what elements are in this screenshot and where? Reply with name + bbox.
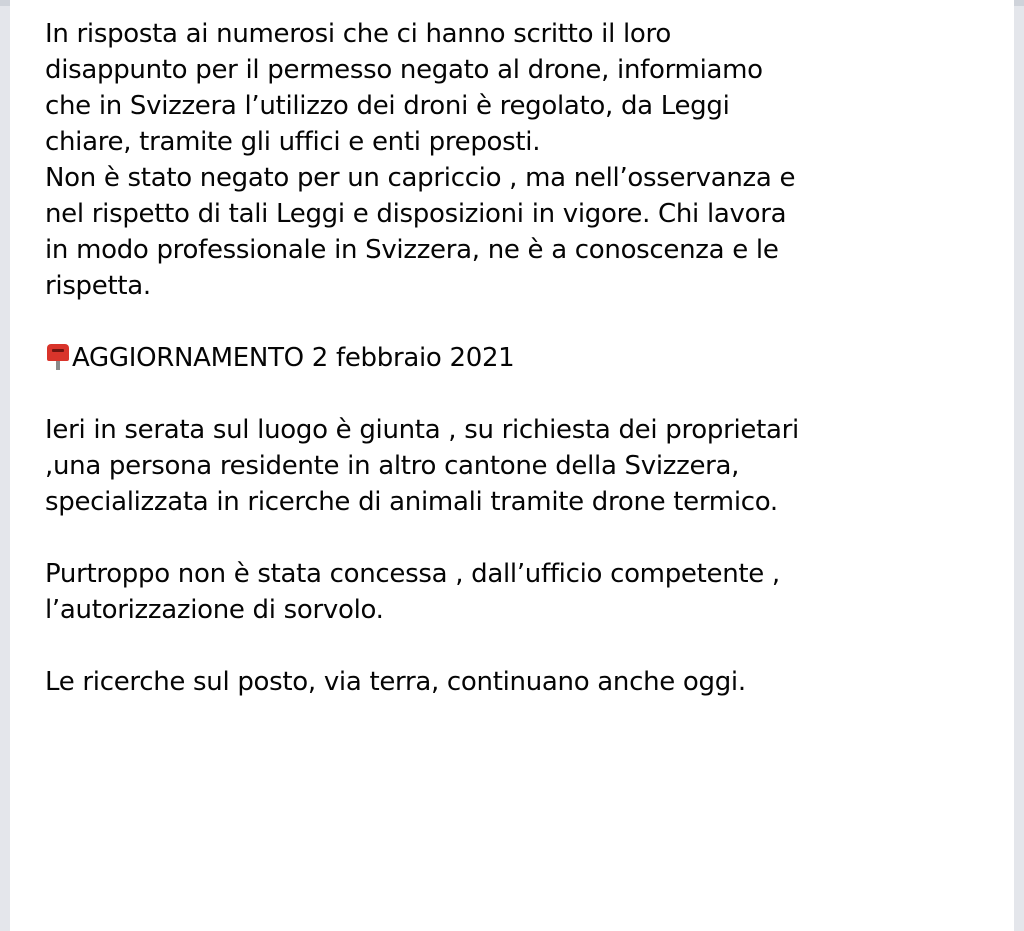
text-line: In risposta ai numerosi che ci hanno scritto il loro [45, 19, 671, 49]
text-line: ,una persona residente in altro cantone della Svizzera, [45, 451, 740, 481]
paragraph-gap [45, 304, 995, 340]
post-text[interactable] [45, 16, 995, 700]
postbox-icon [45, 343, 71, 371]
text-line: specializzata in ricerche di animali tramite drone termico. [45, 487, 778, 517]
update-heading: AGGIORNAMENTO 2 febbraio 2021 [72, 343, 515, 373]
paragraph-search-continues [45, 664, 995, 700]
post-card [10, 0, 1014, 931]
text-line: l’autorizzazione di sorvolo. [45, 595, 384, 625]
text-line: Purtroppo non è stata concessa , dall’ufficio competente , [45, 559, 780, 589]
text-line: Le ricerche sul posto, via terra, continuano anche oggi. [45, 667, 746, 697]
paragraph-gap [45, 628, 995, 664]
text-line: disappunto per il permesso negato al drone, informiamo [45, 55, 763, 85]
text-line: rispetta. [45, 271, 151, 301]
paragraph-arrival [45, 412, 995, 520]
text-line: che in Svizzera l’utilizzo dei droni è regolato, da Leggi [45, 91, 730, 121]
text-line: in modo professionale in Svizzera, ne è a conoscenza e le [45, 235, 779, 265]
text-line: Ieri in serata sul luogo è giunta , su richiesta dei proprietari [45, 415, 799, 445]
text-line: nel rispetto di tali Leggi e disposizioni in vigore. Chi lavora [45, 199, 787, 229]
paragraph-gap [45, 376, 995, 412]
paragraph-drone-permission [45, 16, 995, 304]
update-heading-line [45, 340, 995, 376]
paragraph-authorization [45, 556, 995, 628]
update-heading-row [45, 340, 995, 376]
text-line: Non è stato negato per un capriccio , ma nell’osservanza e [45, 163, 796, 193]
paragraph-gap [45, 520, 995, 556]
text-line: chiare, tramite gli uffici e enti preposti. [45, 127, 541, 157]
